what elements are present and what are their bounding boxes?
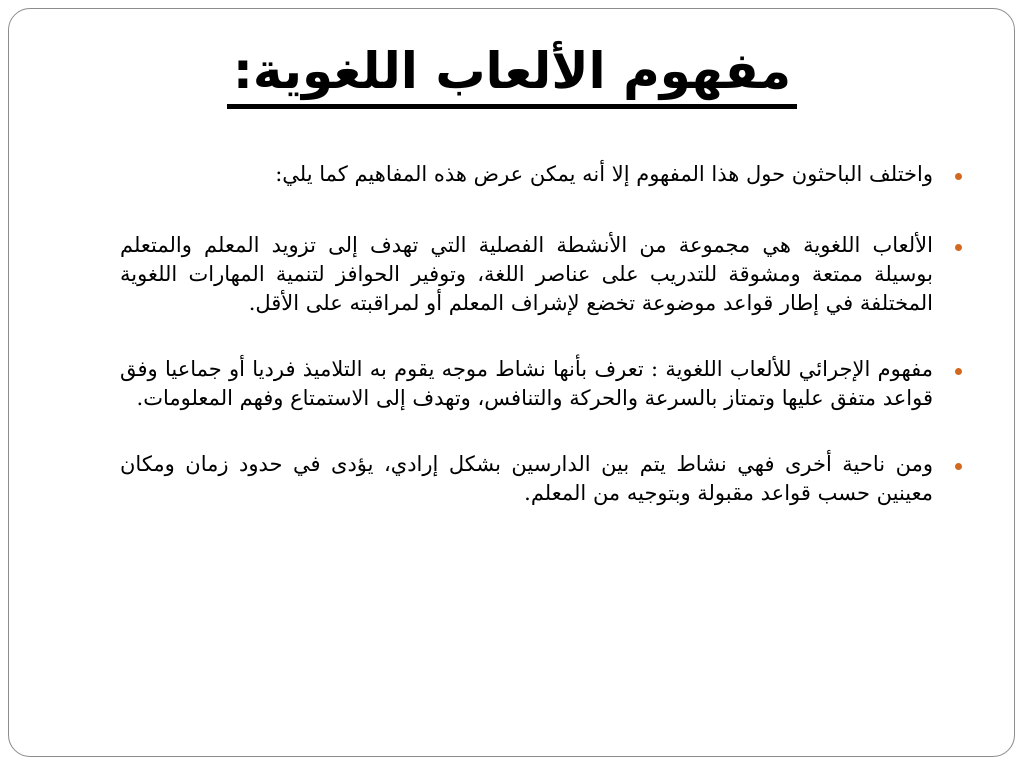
bullet-text: الألعاب اللغوية هي مجموعة من الأنشطة الفصلية التي تهدف إلى تزويد المعلم والمتعلم بوسيلة ممتعة ومشوقة للتدريب على عناصر اللغة، وتوفير الحوافز لتنمية المهارات اللغوية المختلفة في إطار قواعد موضوعة تخضع لإشراف المعلم أو لمراقبته على الأقل. [120,233,933,315]
bullet-list [120,160,962,545]
bullet-text: واختلف الباحثون حول هذا المفهوم إلا أنه يمكن عرض هذه المفاهيم كما يلي: [275,162,933,186]
bullet-item [120,355,962,413]
bullet-dot-icon [955,173,962,180]
title-area [0,38,1024,109]
bullet-dot-icon [955,463,962,470]
bullet-item [120,160,962,189]
slide-title: مفهوم الألعاب اللغوية: [227,38,797,109]
bullet-item [120,231,962,318]
bullet-dot-icon [955,368,962,375]
bullet-text: ومن ناحية أخرى فهي نشاط يتم بين الدارسين بشكل إرادي، يؤدى في حدود زمان ومكان معينين حسب قواعد مقبولة وبتوجيه من المعلم. [120,452,933,505]
bullet-dot-icon [955,244,962,251]
bullet-item [120,450,962,508]
bullet-text: مفهوم الإجرائي للألعاب اللغوية : تعرف بأنها نشاط موجه يقوم به التلاميذ فرديا أو جماعيا وفق قواعد متفق عليها وتمتاز بالسرعة والحركة والتنافس، وتهدف إلى الاستمتاع وفهم المعلومات. [120,357,933,410]
